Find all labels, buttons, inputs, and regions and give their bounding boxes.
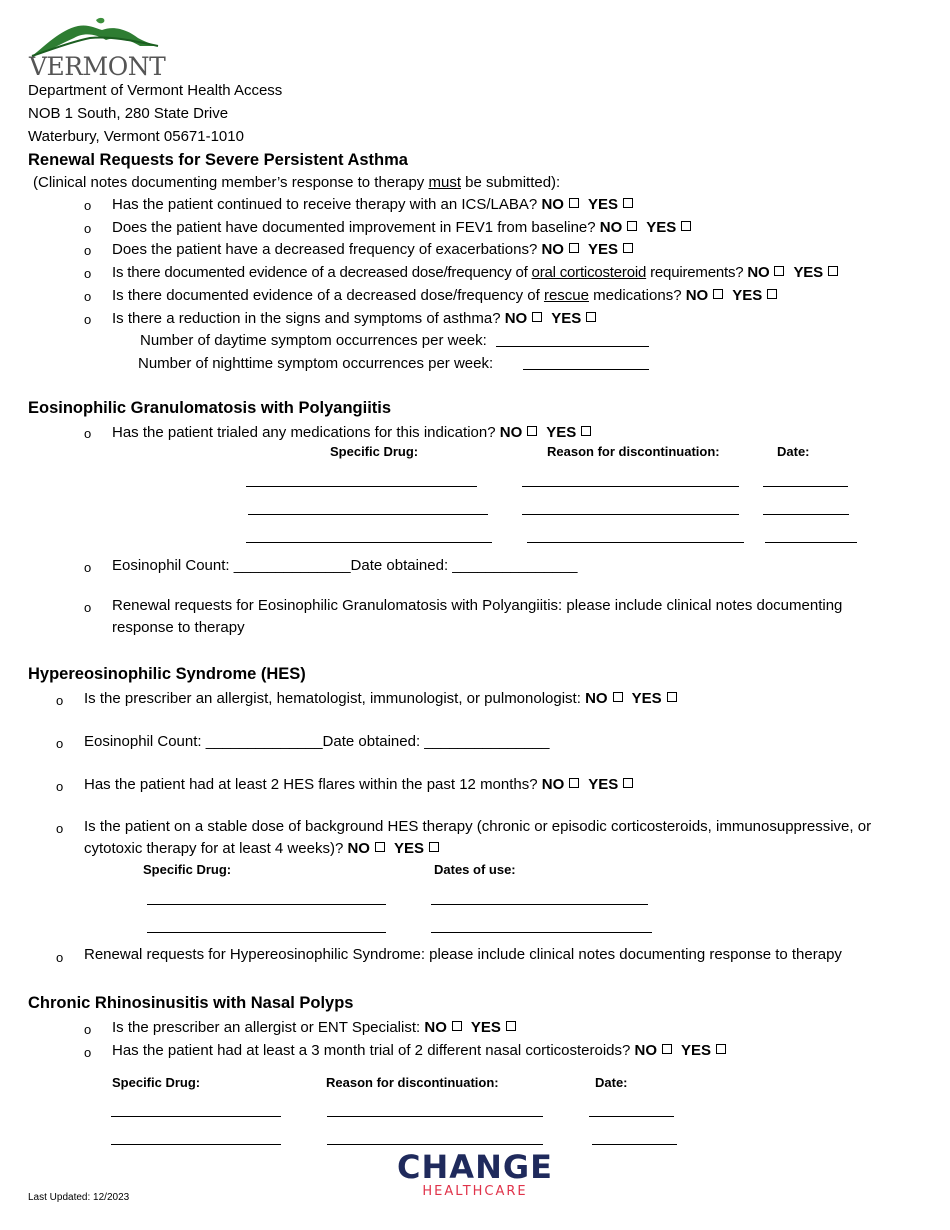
bullet: o — [84, 560, 92, 575]
no-checkbox[interactable] — [713, 289, 723, 299]
bullet: o — [84, 426, 92, 441]
egpa-renewal-line-2: response to therapy — [112, 619, 245, 636]
yes-checkbox[interactable] — [623, 198, 633, 208]
bullet: o — [56, 736, 64, 751]
yes-checkbox[interactable] — [586, 312, 596, 322]
bullet: o — [84, 600, 92, 615]
bullet: o — [84, 243, 92, 258]
hes-dates-field[interactable] — [431, 932, 652, 933]
no-checkbox[interactable] — [569, 778, 579, 788]
hes-dates-field[interactable] — [431, 904, 648, 905]
crswnp-col-date: Date: — [595, 1075, 628, 1090]
egpa-section-title: Eosinophilic Granulomatosis with Polyangiitis — [28, 399, 392, 417]
yes-checkbox[interactable] — [429, 842, 439, 852]
egpa-date-field[interactable] — [763, 514, 849, 515]
hes-q2: Has the patient had at least 2 HES flares within the past 12 months? NO YES — [84, 776, 642, 794]
hes-q3-line-2: cytotoxic therapy for at least 4 weeks)? NO YES — [84, 840, 448, 858]
bullet: o — [84, 198, 92, 213]
crswnp-date-field[interactable] — [589, 1116, 674, 1117]
yes-checkbox[interactable] — [506, 1021, 516, 1031]
bullet: o — [56, 821, 64, 836]
no-checkbox[interactable] — [569, 243, 579, 253]
crswnp-q2: Has the patient had at least a 3 month trial of 2 different nasal corticosteroids? NO YES — [112, 1042, 735, 1060]
egpa-q1: Has the patient trialed any medications for this indication? NO YES — [112, 424, 600, 442]
brand-bottom: HEALTHCARE — [422, 1184, 528, 1199]
crswnp-col-reason: Reason for discontinuation: — [326, 1075, 499, 1090]
yes-checkbox[interactable] — [623, 778, 633, 788]
nighttime-occurrences-label: Number of nighttime symptom occurrences per week: — [138, 355, 494, 372]
yes-checkbox[interactable] — [716, 1044, 726, 1054]
crswnp-col-drug: Specific Drug: — [112, 1075, 201, 1090]
hes-col-dates: Dates of use: — [434, 862, 516, 877]
address-line-2: NOB 1 South, 280 State Drive — [28, 105, 229, 122]
egpa-drug-field[interactable] — [246, 542, 492, 543]
brand-top: CHANGE — [397, 1148, 553, 1186]
yes-checkbox[interactable] — [767, 289, 777, 299]
asthma-q6: Is there a reduction in the signs and symptoms of asthma? NO YES — [112, 310, 605, 328]
address-line-1: Department of Vermont Health Access — [28, 82, 283, 99]
yes-checkbox[interactable] — [623, 243, 633, 253]
yes-checkbox[interactable] — [667, 692, 677, 702]
crswnp-q1: Is the prescriber an allergist or ENT Specialist: NO YES — [112, 1019, 525, 1037]
daytime-occurrences-field[interactable] — [496, 346, 649, 347]
egpa-col-reason: Reason for discontinuation: — [547, 444, 720, 459]
bullet: o — [84, 289, 92, 304]
egpa-drug-field[interactable] — [248, 514, 488, 515]
bullet: o — [84, 266, 92, 281]
no-checkbox[interactable] — [627, 221, 637, 231]
yes-checkbox[interactable] — [828, 266, 838, 276]
no-checkbox[interactable] — [375, 842, 385, 852]
egpa-reason-field[interactable] — [522, 514, 739, 515]
asthma-section-title: Renewal Requests for Severe Persistent Asthma — [28, 151, 408, 169]
daytime-occurrences-label: Number of daytime symptom occurrences per week: — [140, 332, 487, 349]
hes-q3-line-1: Is the patient on a stable dose of background HES therapy (chronic or episodic corticosteroids, immunosuppressive, or — [84, 818, 872, 835]
bullet: o — [84, 312, 92, 327]
asthma-note: (Clinical notes documenting member’s response to therapy must be submitted): — [33, 174, 561, 191]
crswnp-drug-field[interactable] — [111, 1116, 281, 1117]
hes-eosinophil-count: Eosinophil Count: ______________Date obtained: _______________ — [84, 733, 550, 750]
hes-drug-field[interactable] — [147, 904, 386, 905]
no-checkbox[interactable] — [532, 312, 542, 322]
egpa-eosinophil-count: Eosinophil Count: ______________Date obtained: _______________ — [112, 557, 578, 574]
no-checkbox[interactable] — [452, 1021, 462, 1031]
last-updated: Last Updated: 12/2023 — [28, 1192, 130, 1203]
asthma-q1: Has the patient continued to receive therapy with an ICS/LABA? NO YES — [112, 196, 642, 214]
no-checkbox[interactable] — [613, 692, 623, 702]
egpa-reason-field[interactable] — [522, 486, 739, 487]
crswnp-reason-field[interactable] — [327, 1144, 543, 1145]
vermont-logo-text: VERMONT — [29, 52, 166, 81]
egpa-col-date: Date: — [777, 444, 810, 459]
hes-q1: Is the prescriber an allergist, hematologist, immunologist, or pulmonologist: NO YES — [84, 690, 686, 708]
bullet: o — [84, 1045, 92, 1060]
crswnp-reason-field[interactable] — [327, 1116, 543, 1117]
no-checkbox[interactable] — [774, 266, 784, 276]
egpa-drug-field[interactable] — [246, 486, 477, 487]
crswnp-date-field[interactable] — [592, 1144, 677, 1145]
egpa-reason-field[interactable] — [527, 542, 744, 543]
bullet: o — [84, 221, 92, 236]
bullet: o — [56, 693, 64, 708]
no-checkbox[interactable] — [527, 426, 537, 436]
asthma-q5: Is there documented evidence of a decreased dose/frequency of rescue medications? NO YES — [112, 287, 786, 305]
bullet: o — [56, 779, 64, 794]
asthma-q4: Is there documented evidence of a decreased dose/frequency of oral corticosteroid requirements? NO YES — [112, 264, 847, 282]
hes-section-title: Hypereosinophilic Syndrome (HES) — [28, 665, 306, 683]
no-checkbox[interactable] — [662, 1044, 672, 1054]
hes-drug-field[interactable] — [147, 932, 386, 933]
hes-renewal: Renewal requests for Hypereosinophilic Syndrome: please include clinical notes documenting response to therapy — [84, 946, 842, 963]
bullet: o — [56, 950, 64, 965]
asthma-q2: Does the patient have documented improvement in FEV1 from baseline? NO YES — [112, 219, 700, 237]
egpa-date-field[interactable] — [765, 542, 857, 543]
asthma-q3: Does the patient have a decreased frequency of exacerbations? NO YES — [112, 241, 642, 259]
egpa-date-field[interactable] — [763, 486, 848, 487]
crswnp-section-title: Chronic Rhinosinusitis with Nasal Polyps — [28, 994, 354, 1012]
yes-checkbox[interactable] — [681, 221, 691, 231]
no-checkbox[interactable] — [569, 198, 579, 208]
egpa-col-drug: Specific Drug: — [330, 444, 419, 459]
yes-checkbox[interactable] — [581, 426, 591, 436]
crswnp-drug-field[interactable] — [111, 1144, 281, 1145]
hes-col-drug: Specific Drug: — [143, 862, 232, 877]
address-line-3: Waterbury, Vermont 05671-1010 — [28, 128, 244, 145]
bullet: o — [84, 1022, 92, 1037]
nighttime-occurrences-field[interactable] — [523, 369, 649, 370]
egpa-renewal-line-1: Renewal requests for Eosinophilic Granulomatosis with Polyangiitis: please include clinical notes documenting — [112, 597, 843, 614]
change-healthcare-logo — [394, 1150, 556, 1200]
